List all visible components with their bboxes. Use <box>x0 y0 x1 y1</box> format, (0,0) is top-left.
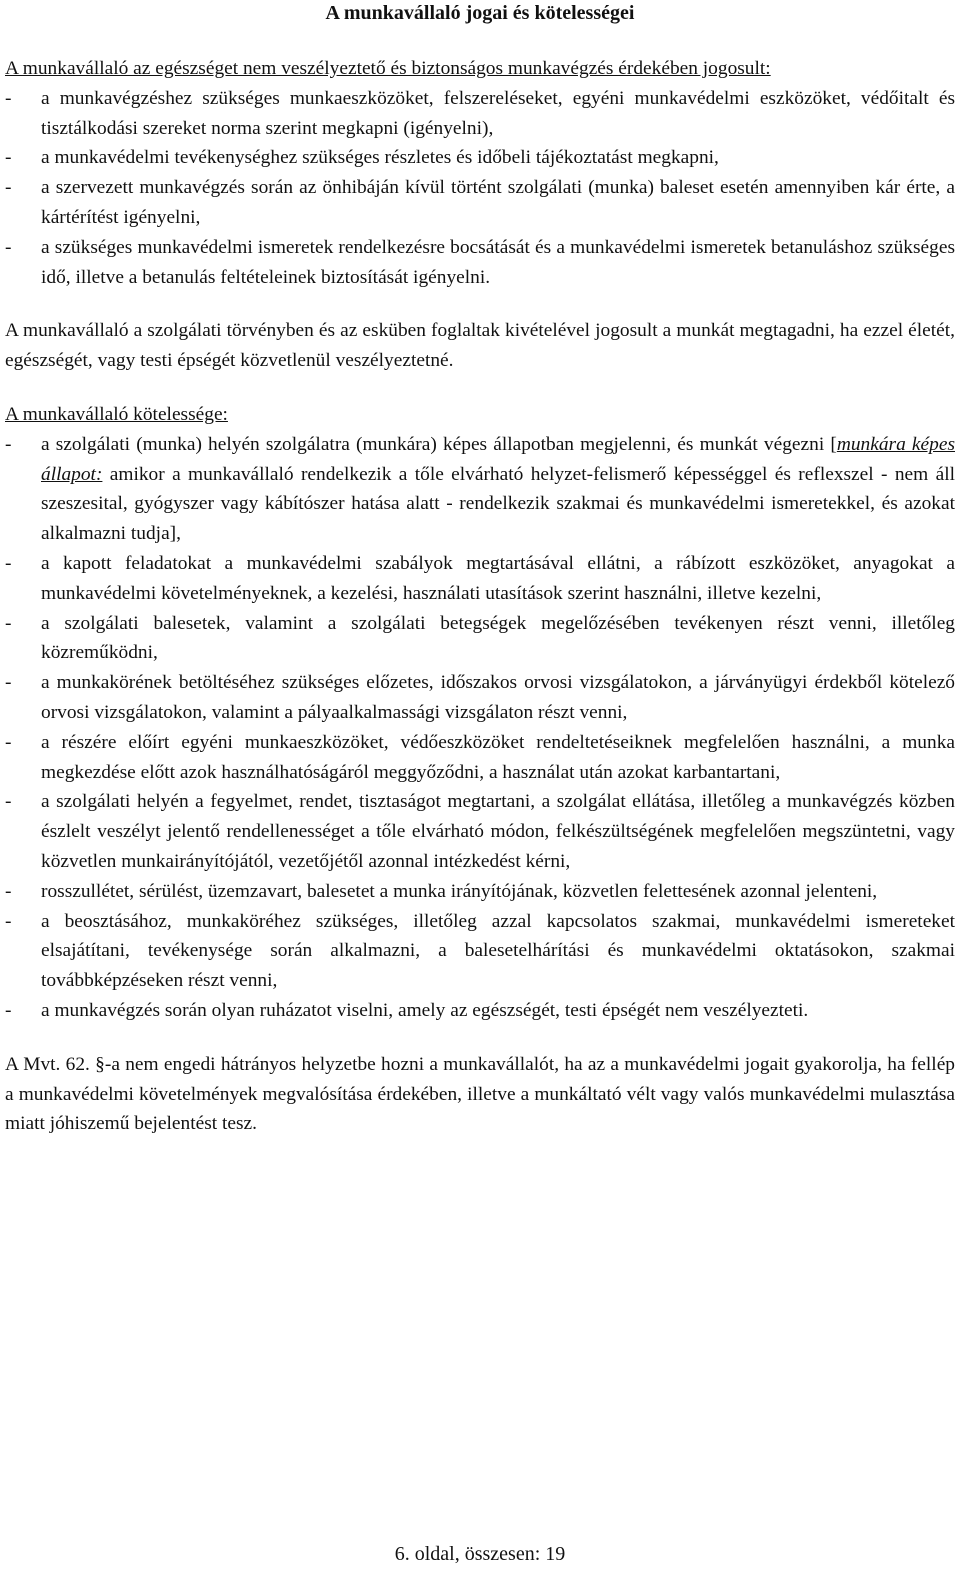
rights-heading-text: A munkavállaló az egészséget nem veszélyeztető és biztonságos munkavégzés érdekében jogosult: <box>5 58 771 79</box>
list-item <box>5 609 955 669</box>
list-item-text: a kapott feladatokat a munkavédelmi szabályok megtartásával ellátni, a rábízott eszközöket, anyagokat a munkavédelmi követelményeknek, a kezelési, használati utasítások szerint használni, illetve kezelni, <box>41 552 955 604</box>
list-item <box>5 430 955 549</box>
dash-marker: - <box>5 880 12 902</box>
list-item <box>5 787 955 876</box>
list-item-text: a beosztásához, munkaköréhez szükséges, illetőleg azzal kapcsolatos szakmai, munkavédelmi ismereteket elsajátítani, tevékenysége során alkalmazni, a balesetelhárítási és munkavédelmi oktatásokon, szakmai továbbképzéseken részt venni, <box>41 910 955 992</box>
list-item <box>5 549 955 609</box>
page-footer: 6. oldal, összesen: 19 <box>394 1543 566 1565</box>
dash-marker: - <box>5 433 12 455</box>
dash-marker: - <box>5 147 12 169</box>
list-item <box>5 84 955 144</box>
list-item-text: a szervezett munkavégzés során az önhibáján kívül történt szolgálati (munka) baleset esetén amennyiben kár érte, a kártérítést igényelni, <box>41 177 955 228</box>
list-item-text: a szükséges munkavédelmi ismeretek rendelkezésre bocsátását és a munkavédelmi ismeretek betanuláshoz szükséges idő, illetve a betanulás feltételeinek biztosítását igényelni. <box>41 236 955 288</box>
list-item <box>5 173 955 233</box>
duties-heading-text: A munkavállaló kötelessége: <box>5 403 228 425</box>
list-item <box>5 996 955 1026</box>
dash-marker: - <box>5 612 12 634</box>
document-title: A munkavállaló jogai és kötelességei <box>325 2 635 24</box>
dash-marker: - <box>5 910 12 932</box>
list-item <box>5 668 955 728</box>
list-item-text: a szolgálati balesetek, valamint a szolgálati betegségek megelőzésében tevékenyen részt venni, illetőleg közreműködni, <box>41 612 955 664</box>
rights-heading <box>5 54 955 84</box>
defined-term: munkára képes állapot: <box>41 433 955 485</box>
list-item-text: a szolgálati helyén a fegyelmet, rendet, tisztaságot megtartani, a szolgálat ellátása, illetőleg a munkavégzés közben észlelt veszélyt jelentő rendellenességet a tőle elvárható módon, felkészültségének megfelelően megszüntetni, vagy közvetlen munkairányítójától, vezetőjétől azonnal intézkedést kérni, <box>41 791 955 872</box>
list-item-text: a munkakörének betöltéséhez szükséges előzetes, időszakos orvosi vizsgálatokon, a járványügyi érdekből kötelező orvosi vizsgálatokon, valamint a pályaalkalmassági vizsgálaton részt venni, <box>41 672 955 723</box>
list-item-text: a munkavégzés során olyan ruházatot viselni, amely az egészségét, testi épségét nem veszélyezteti. <box>41 999 809 1021</box>
duties-list <box>5 430 955 1026</box>
dash-marker: - <box>5 791 12 813</box>
dash-marker: - <box>5 999 12 1021</box>
dash-marker: - <box>5 87 12 109</box>
dash-marker: - <box>5 672 12 694</box>
list-item <box>5 143 955 173</box>
dash-marker: - <box>5 177 12 199</box>
rights-list <box>5 84 955 293</box>
list-item-text: a részére előírt egyéni munkaeszközöket, védőeszközöket rendeltetéseiknek megfelelően használni, a munka megkezdése előtt azok használhatóságáról meggyőződni, a használat után azokat karbantartani, <box>41 731 955 783</box>
list-item <box>5 728 955 788</box>
list-item <box>5 233 955 293</box>
final-paragraph: A Mvt. 62. §-a nem engedi hátrányos helyzetbe hozni a munkavállalót, ha az a munkavédelmi jogait gyakorolja, ha fellép a munkavédelmi követelmények megvalósítása érdekében, illetve a munkáltató vélt vagy valós munkavédelmi mulasztása miatt jóhiszemű bejelentést tesz. <box>5 1053 955 1135</box>
dash-marker: - <box>5 552 12 574</box>
dash-marker: - <box>5 236 12 258</box>
duties-heading <box>5 400 955 430</box>
list-item-text: rosszullétet, sérülést, üzemzavart, balesetet a munka irányítójának, közvetlen felettesének azonnal jelenteni, <box>41 880 878 902</box>
document-page <box>5 0 955 1139</box>
list-item <box>5 907 955 996</box>
refusal-paragraph: A munkavállaló a szolgálati törvényben és az esküben foglaltak kivételével jogosult a munkát megtagadni, ha ezzel életét, egészségét, vagy testi épségét közvetlenül veszélyeztetné. <box>5 320 955 372</box>
list-item <box>5 877 955 907</box>
list-item-text: amikor a munkavállaló rendelkezik a tőle elvárható helyzet-felismerő képességgel és reflexszel - nem áll szeszesital, gyógyszer vagy kábítószer hatása alatt - rendelkezik szakmai és munkavédelmi ismeretekkel, és azokat alkalmazni tudja], <box>41 463 955 545</box>
list-item-text: a munkavédelmi tevékenységhez szükséges részletes és időbeli tájékoztatást megkapni, <box>41 147 719 169</box>
list-item-text: a munkavégzéshez szükséges munkaeszközöket, felszereléseket, egyéni munkavédelmi eszközöket, védőitalt és tisztálkodási szereket norma szerint megkapni (igényelni), <box>41 87 955 139</box>
dash-marker: - <box>5 731 12 753</box>
list-item-text: a szolgálati (munka) helyén szolgálatra (munkára) képes állapotban megjelenni, és munkát végezni [ <box>41 433 837 455</box>
